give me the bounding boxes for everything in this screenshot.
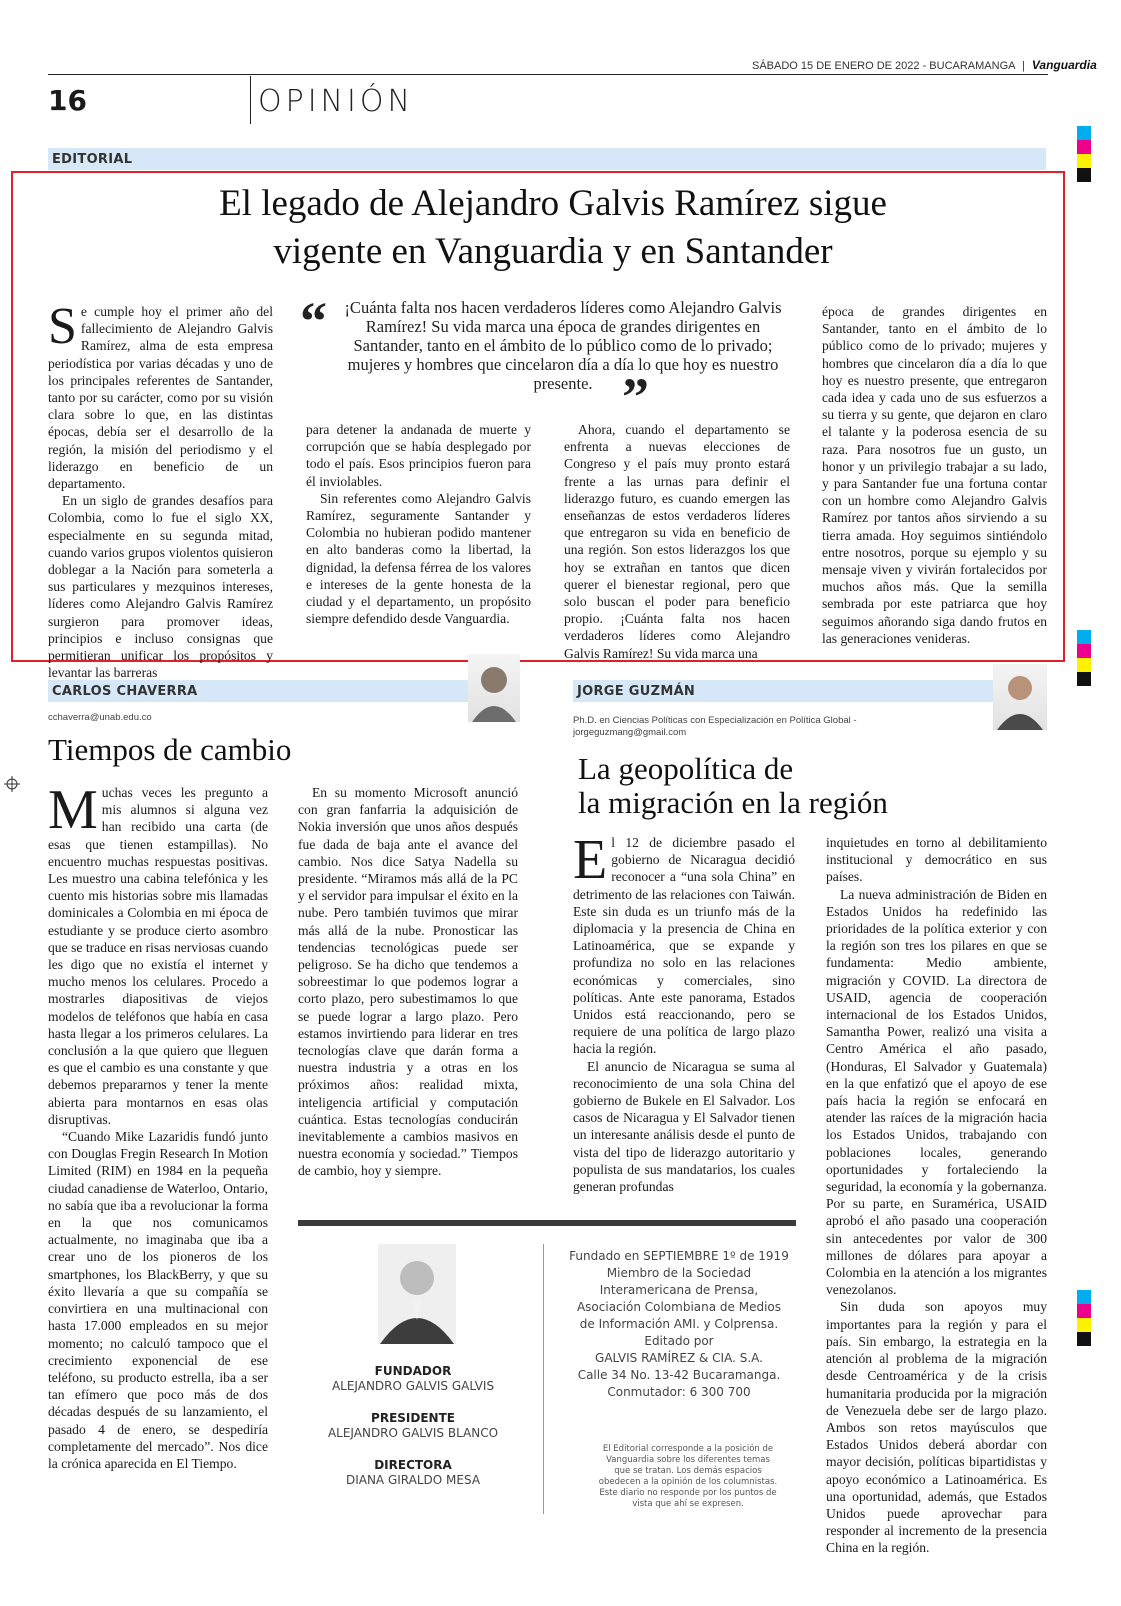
masthead-info-line: Asociación Colombiana de Medios — [576, 1300, 782, 1314]
paragraph: época de grandes dirigentes en Santander, tanto en el ámbito de lo público como de lo privado; mujeres y hombres que cincelaron día a día lo que hoy es nuestro presente, que entregaron cada idea y cada uno de sus esfuerzos a su tierra y su gente, que dejaron en claro el talante y la poderosa esencia de su raza. Para nosotros fue un gusto, un honor y un privilegio trabajar a su lado, y para Santander fue una fortuna contar con un hombre como Alejandro Galvis Ramírez por tantos años sirviendo a su tierra amada. Hoy seguimos sintiéndolo entre nosotros, porque su ejemplo y su mensaje viven y vivirán fortalecidos por muchos años más. Que la semilla sembrada por este patriarca que hoy seguimos añorando siga dando frutos en las generaciones venideras. — [822, 304, 1047, 646]
registration-strip-mid — [1077, 630, 1091, 686]
founder-name: ALEJANDRO GALVIS GALVIS — [331, 1379, 495, 1393]
quote-open-icon: “ — [300, 291, 327, 351]
author-photo — [468, 654, 520, 722]
chaverra-label-bar — [48, 680, 518, 702]
guzman-col-1 — [573, 829, 795, 1195]
editorial-headline-line2: vigente en Vanguardia y en Santander — [273, 231, 833, 272]
masthead-info-line: Fundado en SEPTIEMBRE 1º de 1919 — [569, 1249, 789, 1263]
author-bio: Ph.D. en Ciencias Políticas con Especialización en Política Global - jorgeguzmang@gmail.com — [573, 715, 857, 738]
masthead-info-line: Miembro de la Sociedad — [606, 1266, 752, 1280]
paragraph: La nueva administración de Biden en Estados Unidos ha redefinido las prioridades de la política exterior y con la región son tres los pilares en que se fundamenta: Medio ambiente, migración y COVID. La directora de USAID, agencia de cooperación internacional de los Estados Unidos, Samantha Power, realizó una visita a Centro América el año pasado, (Honduras, El Salvador y Guatemala) en la que enfatizó que el apoyo de ese país hacia la región se enfocará en atender las raíces de la migración hacia los Estados Unidos, trabajando con poblaciones locales, generando oportunidades y fortaleciendo la seguridad, la economía y la gobernanza. Por su parte, en Suramérica, USAID aprobó el año pasado una cooperación sin antecedentes por valor de 300 millones de dólares para apoyar a Colombia en la atención a los migrantes venezolanos. — [826, 886, 1047, 1298]
registration-strip-bottom — [1077, 1290, 1091, 1346]
paragraph: inquietudes en torno al debilitamiento institucional y democrático en sus países. — [826, 835, 1047, 885]
section-title: OPINIÓN — [258, 84, 414, 119]
page-number: 16 — [48, 84, 87, 117]
director-label: DIRECTORA — [374, 1458, 452, 1472]
founder-photo — [378, 1244, 456, 1344]
header-rule — [48, 74, 1048, 75]
editorial-col-4 — [822, 303, 1047, 647]
registration-strip-top — [1077, 126, 1091, 182]
guzman-label-bar — [573, 680, 1047, 702]
chaverra-col-1 — [48, 779, 268, 1472]
paragraph: Sin duda son apoyos muy importantes para la región y para el país. Sin embargo, la estrategia en la atención al problema de la migración desde Centroamérica y de la crisis humanitaria producida por la migración de Venezuela debe ser de largo plazo. Ambos son retos mayúsculos que Estados Unidos deberá abordar con mayor decisión, políticas bipartidistas y apoyo económico a Latinoamérica. Es una oportunidad, además, que Estados Unidos puede aprovechar para responder al incremento de la presencia China en la región. — [826, 1299, 1047, 1556]
editorial-col-1 — [48, 298, 273, 681]
director-name: DIANA GIRALDO MESA — [345, 1473, 481, 1487]
paragraph: e cumple hoy el primer año del fallecimiento de Alejandro Galvis Ramírez, alma de esta empresa periodística por varias décadas y uno de los principales referentes de Santander, tanto por su carácter, como por su visión clara sobre lo que, en las distintas épocas, debía ser el desarrollo de la región, la misión del periodismo y el liderazgo en beneficio de un departamento. — [48, 304, 273, 492]
quote-close-icon: ” — [622, 367, 649, 427]
author-photo — [993, 664, 1047, 730]
disclaimer: El Editorial corresponde a la posición de Vanguardia sobre los diferentes temas que se tratan. Los demás espacios obedecen a la opinión de los columnistas. Este diario no responde por los puntos de vista que ahí se expresen. — [598, 1444, 778, 1509]
masthead-info — [566, 1248, 792, 1401]
dateline: SÁBADO 15 DE ENERO DE 2022 - BUCARAMANGA | Vanguardia — [752, 58, 1097, 72]
guzman-col-2 — [826, 834, 1047, 1557]
president-label: PRESIDENTE — [371, 1411, 455, 1425]
pull-quote-text: ¡Cuánta falta nos hacen verdaderos líderes como Alejandro Galvis Ramírez! Su vida marca una época de grandes dirigentes en Santander, tanto en el ámbito de lo público como de lo privado; mujeres y hombres que cincelaron día a día lo que hoy es nuestro presente. — [344, 298, 782, 393]
author-name: CARLOS CHAVERRA — [52, 684, 198, 699]
author-email: cchaverra@unab.edu.co — [48, 712, 152, 723]
editorial-label-bar — [48, 148, 1046, 170]
founder-label: FUNDADOR — [374, 1364, 452, 1378]
dropcap: M — [48, 779, 98, 841]
masthead-info-line: Calle 34 No. 13-42 Bucaramanga. — [577, 1368, 781, 1382]
paragraph: En su momento Microsoft anunció con gran fanfarria la adquisición de Nokia inversión que unos años después fue dada de baja ante el avance del cambio. Nos dice Satya Nadella su presidente. “Miramos más allá de la PC y el servidor para impulsar el éxito en la nube. Pero también tuvimos que mirar más allá de la nube. Pronosticar las tendencias tecnológicas puede ser peligroso. Se ha dicho que tendemos a sobreestimar lo que podemos lograr a corto plazo, pero subestimamos lo que se puede lograr a largo plazo. Pero estamos invirtiendo para liderar en tres tecnologías clave que darán forma a nuestra industria y a otras en los próximos años: realidad mixta, inteligencia artificial y computación cuántica. Estas tecnologías conducirán inevitablemente a cambios masivos en nuestra economía y sociedad.” Tiempos de cambio, hoy y siempre. — [298, 785, 518, 1179]
dateline-text: SÁBADO 15 DE ENERO DE 2022 - BUCARAMANGA — [752, 60, 1015, 72]
paragraph: El anuncio de Nicaragua se suma al reconocimiento de una sola China del gobierno de Bukele en El Salvador. Los casos de Nicaragua y El Salvador tienen un interesante análisis desde el punto de vista del tipo de liderazgo autoritario y populista de sus mandatarios, los cuales generan profundas — [573, 1058, 795, 1195]
editorial-col-2 — [306, 421, 531, 627]
masthead-info-line: de Información AMI. y Colprensa. — [579, 1317, 779, 1331]
masthead-info-line: GALVIS RAMÍREZ & CIA. S.A. — [595, 1351, 763, 1365]
paragraph: para detener la andanada de muerte y corrupción que se había desplegado por todo el país. Esos principios fueron para él inviolables. — [306, 422, 531, 489]
brand-logo: Vanguardia — [1031, 58, 1097, 72]
masthead-credits — [318, 1364, 508, 1489]
president-name: ALEJANDRO GALVIS BLANCO — [327, 1426, 499, 1440]
masthead-vertical-rule — [543, 1244, 544, 1514]
article-title: Tiempos de cambio — [48, 732, 292, 767]
section-divider — [250, 76, 251, 124]
masthead-info-line: Conmutador: 6 300 700 — [607, 1385, 751, 1399]
paragraph: Ahora, cuando el departamento se enfrenta a nuevas elecciones de Congreso y el país muy pronto estará frente a las urnas para definir el liderazgo futuro, es cuando emergen las enseñanzas de estos verdaderos líderes que entregaron su vida en beneficio de una región. Son estos liderazgos los que hoy se extrañan en tantos que dicen querer el bienestar regional, pero que solo buscan el poder para beneficio propio. ¡Cuánta falta nos hacen verdaderos líderes como Alejandro Galvis Ramírez! Su vida marca una — [564, 422, 790, 661]
chaverra-col-2 — [298, 784, 518, 1180]
editorial-headline — [48, 180, 1058, 276]
editorial-col-3 — [564, 421, 790, 662]
paragraph: En un siglo de grandes desafíos para Colombia, como lo fue el siglo XX, especialmente en su segunda mitad, cuando varios grupos violentos quisieron doblegar a la Nación para someterla a sus particulares y mezquinos intereses, líderes como Alejandro Galvis Ramírez surgieron para promover ideas, principios e incluso consignas que permitieran unificar los propósitos y levantar las barreras — [48, 493, 273, 681]
pull-quote — [300, 291, 790, 427]
article-title-line1: La geopolítica de — [578, 751, 794, 786]
editorial-label: EDITORIAL — [52, 152, 133, 167]
dropcap: S — [48, 298, 77, 355]
paragraph: “Cuando Mike Lazaridis fundó junto con Douglas Fregin Research In Motion Limited (RIM) en 1984 en la pequeña ciudad canadiense de Waterloo, Ontario, no sabía que iba a revolucionar la forma en la que nos comunicamos actualmente, no imaginaba que iba a crear uno de los pioneros de los smartphones, los BlackBerry, y que su éxito llevaría a que su compañía se convirtiera en una multinacional con hasta 17.000 empleados en su mejor momento; no calculó tampoco que el crecimiento exponencial de ese teléfono, su producto estrella, iba a ser tan efímero que poco más de dos décadas después de su lanzamiento, el pasado 4 de enero, se despediría completamente del mercado”. Nos dice la crónica aparecida en El Tiempo. — [48, 1129, 268, 1471]
paragraph: uchas veces les pregunto a mis alumnos si alguna vez han recibido una carta (de esas que tienen estampillas). No encuentro muchas respuestas positivas. Les muestro una cabina telefónica y les cuento mis historias sobre mis llamadas dominicales a Colombia en mi época de estudiante y se produce cierto asombro que se traduce en risas nerviosas cuando les digo que no existía el internet y mucho menos los celulares. Procedo a mostrarles diapositivas de viejos modelos de teléfonos que había en casa hasta llegar a los primeros celulares. La conclusión a la que quiero que lleguen es que el cambio es una constante y que debemos prepararnos y tener la mente abierta para montarnos en esas olas disruptivas. — [48, 785, 268, 1127]
author-name: JORGE GUZMÁN — [577, 684, 696, 699]
paragraph: l 12 de diciembre pasado el gobierno de Nicaragua decidió reconocer a “una sola China” en detrimento de las relaciones con Taiwán. Este sin duda es un triunfo más de la diplomacia y la presencia de China en Latinoamérica, que se expande y profundiza no solo en las relaciones económicas y comerciales, sino políticas. Ante este panorama, Estados Unidos está reaccionando, pero se requiere de una política de largo plazo hacia la región. — [573, 835, 795, 1057]
masthead-info-line: Editado por — [644, 1334, 714, 1348]
masthead-top-rule — [298, 1220, 796, 1226]
article-title — [578, 752, 888, 820]
editorial-headline-line1: El legado de Alejandro Galvis Ramírez sigue — [219, 183, 887, 224]
paragraph: Sin referentes como Alejandro Galvis Ramírez, seguramente Santander y Colombia no hubieran podido mantener en alto banderas como la libertad, la dignidad, la defensa férrea de los valores e intereses de la gente honesta de la ciudad y el departamento, un propósito siempre defendido desde Vanguardia. — [306, 490, 531, 627]
crosshair-icon — [4, 776, 20, 792]
dropcap: E — [573, 829, 608, 891]
article-title-line2: la migración en la región — [578, 785, 888, 820]
masthead-info-line: Interamericana de Prensa, — [599, 1283, 759, 1297]
